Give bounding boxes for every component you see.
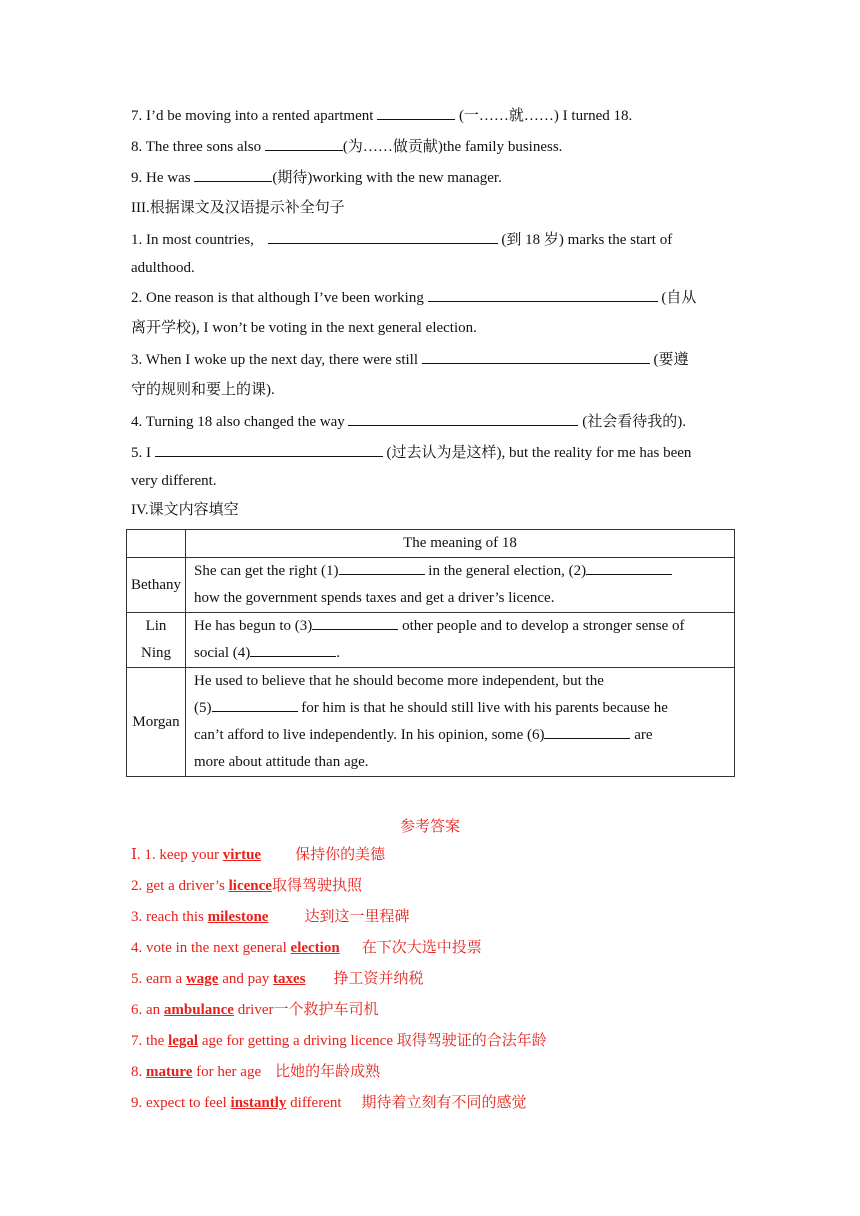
blank-table-3[interactable] [312, 615, 398, 630]
answer-1 [131, 845, 385, 865]
row-name-bethany: Bethany [127, 558, 186, 613]
summary-table [126, 529, 735, 777]
blank-q1[interactable] [268, 229, 498, 244]
answer-9-text: 9. expect to feel [131, 1095, 231, 1111]
answer-6-text: 6. an [131, 1002, 164, 1018]
answer-4-cn: 在下次大选中投票 [361, 940, 482, 956]
answer-8-cn: 比她的年龄成熟 [275, 1064, 381, 1080]
answer-2-cn: 取得驾驶执照 [271, 878, 362, 894]
row-content-morgan [186, 668, 735, 777]
answer-2 [131, 876, 362, 896]
row-content-linning [186, 613, 735, 668]
sentence-9-hint: (期待)working with the new manager. [272, 170, 502, 186]
bethany-line-1 [194, 558, 726, 585]
sentence-9-text: 9. He was [131, 170, 195, 186]
table-title: The meaning of 18 [186, 530, 735, 558]
answers-heading: 参考答案 [399, 819, 460, 835]
q4-text: 4. Turning 18 also changed the way [131, 414, 349, 430]
blank-table-2[interactable] [586, 560, 672, 575]
question-3-1-cont: adulthood. [131, 260, 195, 276]
morgan-line-1: He used to believe that he should become more independent, but the [194, 673, 604, 689]
linning-text-1b: other people and to develop a stronger sense of [398, 618, 685, 634]
row-name-linning: Lin Ning [127, 613, 186, 668]
blank-table-1[interactable] [339, 560, 425, 575]
q1-hint: (到 18 岁) marks the start of [497, 232, 673, 248]
answer-2-key: licence [228, 878, 272, 894]
q2-hint: (自从 [657, 290, 697, 306]
q1-text: 1. In most countries, [131, 232, 258, 248]
question-3-2 [131, 287, 696, 308]
question-3-2-cont: 离开学校), I won’t be voting in the next general election. [131, 320, 477, 336]
blank-q5[interactable] [155, 442, 383, 457]
answer-6-cn: 一个救护车司机 [273, 1002, 379, 1018]
blank-table-6[interactable] [544, 724, 630, 739]
sentence-7 [131, 105, 632, 126]
answer-4-key: election [290, 940, 340, 956]
sentence-9 [131, 167, 502, 188]
bethany-text-1b: in the general election, (2) [424, 563, 587, 579]
answer-9-post: different [286, 1095, 342, 1111]
morgan-line-4: more about attitude than age. [194, 754, 369, 770]
question-3-4 [131, 411, 686, 432]
answer-6 [131, 1000, 379, 1020]
answer-5 [131, 969, 424, 989]
answer-8-key: mature [146, 1064, 193, 1080]
answer-8 [131, 1062, 380, 1082]
linning-line-2 [194, 640, 726, 667]
blank-7[interactable] [377, 105, 455, 120]
linning-line-1 [194, 613, 726, 640]
blank-table-4[interactable] [250, 642, 336, 657]
answer-6-key: ambulance [163, 1002, 234, 1018]
sentence-8-text: 8. The three sons also [131, 139, 265, 155]
sentence-8 [131, 136, 562, 157]
question-3-1 [131, 229, 672, 250]
answer-9-cn: 期待着立刻有不同的感觉 [361, 1095, 527, 1111]
row-content-bethany [186, 558, 735, 613]
blank-8[interactable] [265, 136, 343, 151]
table-header-row [127, 530, 735, 558]
q4-hint: (社会看待我的). [578, 414, 686, 430]
morgan-text-2b: for him is that he should still live with his parents because he [297, 700, 668, 716]
blank-q3[interactable] [422, 349, 650, 364]
answer-9-key: instantly [230, 1095, 287, 1111]
row-name-morgan: Morgan [127, 668, 186, 777]
answer-4 [131, 938, 482, 958]
answer-7-cn: 取得驾驶证的合法年龄 [396, 1033, 547, 1049]
morgan-text-2a: (5) [194, 700, 212, 716]
table-corner-cell [127, 530, 186, 558]
blank-table-5[interactable] [212, 697, 298, 712]
answer-8-text: 8. [131, 1064, 146, 1080]
sentence-7-text: 7. I’d be moving into a rented apartment [131, 108, 378, 124]
blank-q4[interactable] [348, 411, 578, 426]
answer-6-post: driver [233, 1002, 274, 1018]
section-4-heading: IV.课文内容填空 [131, 502, 239, 518]
linning-text-1a: He has begun to (3) [194, 618, 313, 634]
answer-2-text: 2. get a driver’s [131, 878, 229, 894]
q5-hint: (过去认为是这样), but the reality for me has been [382, 445, 692, 461]
linning-text-2b: . [336, 645, 340, 661]
question-3-3 [131, 349, 689, 370]
answer-8-post: for her age [192, 1064, 262, 1080]
question-3-5-cont: very different. [131, 473, 217, 489]
answer-3-text: 3. reach this [131, 909, 208, 925]
table-row-linning [127, 613, 735, 668]
question-3-3-cont: 守的规则和要上的课). [131, 382, 275, 398]
answer-5-key: wage [185, 971, 219, 987]
blank-q2[interactable] [428, 287, 658, 302]
q2-text: 2. One reason is that although I’ve been working [131, 290, 428, 306]
bethany-line-2: how the government spends taxes and get a driver’s licence. [194, 590, 555, 606]
q5-text: 5. I [131, 445, 155, 461]
answer-3-cn: 达到这一里程碑 [304, 909, 410, 925]
answer-7 [131, 1031, 547, 1051]
q3-hint: (要遵 [649, 352, 689, 368]
sentence-8-hint: (为……做贡献)the family business. [342, 139, 563, 155]
morgan-line-3 [194, 722, 726, 749]
table-row-bethany [127, 558, 735, 613]
answer-1-text: Ⅰ. 1. keep your [131, 847, 223, 863]
answer-5-text: 5. earn a [131, 971, 186, 987]
sentence-7-hint: (一……就……) I turned 18. [455, 108, 633, 124]
table-row-morgan [127, 668, 735, 777]
q3-text: 3. When I woke up the next day, there were still [131, 352, 422, 368]
morgan-text-3a: can’t afford to live independently. In his opinion, some (6) [194, 727, 545, 743]
answer-1-cn: 保持你的美德 [295, 847, 386, 863]
answer-3-key: milestone [207, 909, 269, 925]
bethany-text-1a: She can get the right (1) [194, 563, 339, 579]
answer-1-key: virtue [222, 847, 262, 863]
answer-5-mid: and pay [218, 971, 274, 987]
answer-5-key2: taxes [273, 971, 306, 987]
morgan-text-3b: are [630, 727, 653, 743]
answer-9 [131, 1093, 527, 1113]
answer-3 [131, 907, 409, 927]
blank-9[interactable] [194, 167, 272, 182]
answer-7-post: age for getting a driving licence [198, 1033, 397, 1049]
morgan-line-2 [194, 695, 726, 722]
section-3-heading: III.根据课文及汉语提示补全句子 [131, 200, 345, 216]
question-3-5 [131, 442, 691, 463]
answer-5-cn: 挣工资并纳税 [333, 971, 424, 987]
answer-4-text: 4. vote in the next general [131, 940, 291, 956]
answer-7-key: legal [168, 1033, 199, 1049]
answer-7-text: 7. the [131, 1033, 169, 1049]
linning-text-2a: social (4) [194, 645, 251, 661]
